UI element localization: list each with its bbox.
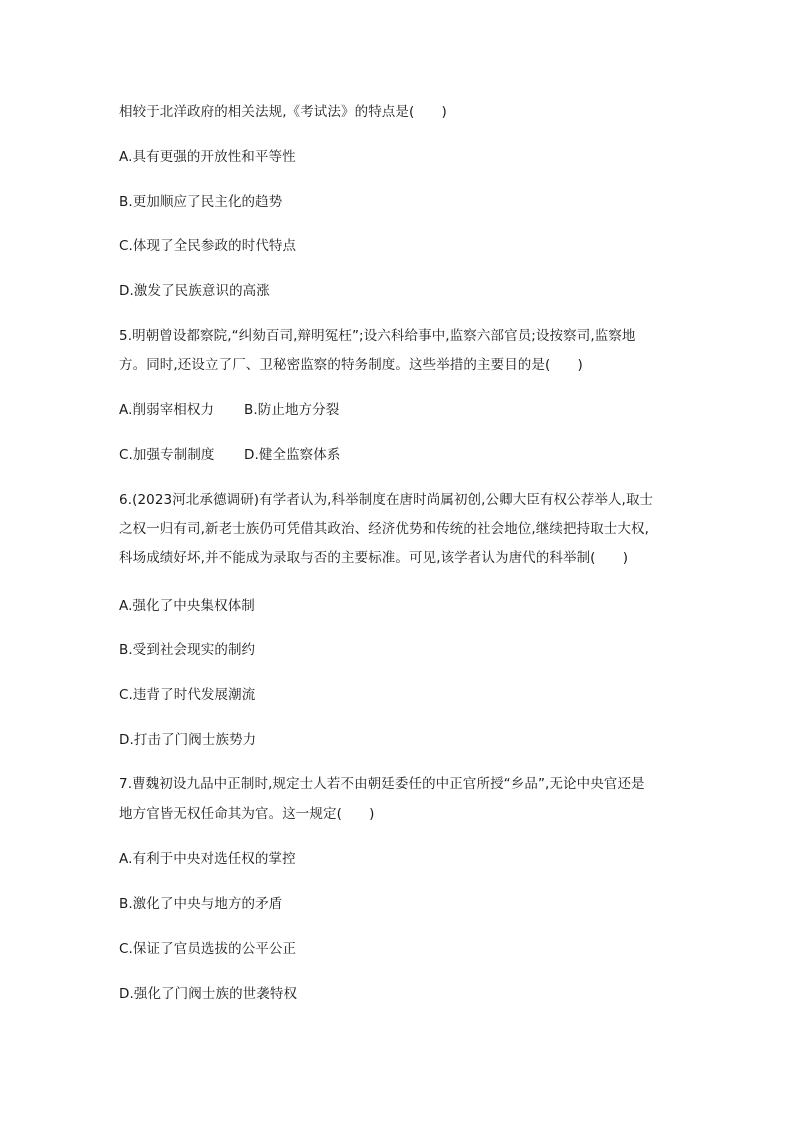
q6-stem-line-2: 之权一归有司,新老士族仍可凭借其政治、经济优势和传统的社会地位,继续把持取士大权, [119, 521, 649, 537]
q5-options-row-2 [119, 445, 699, 465]
q6-stem-line-1: 6.(2023河北承德调研)有学者认为,科举制度在唐时尚属初创,公卿大臣有权公荐举人,取士 [119, 492, 654, 508]
q5-option-c: C.加强专制制度 [119, 447, 215, 463]
q6-option-a: A.强化了中央集权体制 [119, 598, 255, 614]
q4-option-b: B.更加顺应了民主化的趋势 [119, 194, 283, 210]
q5-stem-line-2: 方。同时,还设立了厂、卫秘密监察的特务制度。这些举措的主要目的是( ) [119, 357, 583, 373]
q5-option-d: D.健全监察体系 [244, 447, 341, 463]
q7-option-c: C.保证了官员选拔的公平公正 [119, 941, 297, 957]
q5-option-b: B.防止地方分裂 [244, 402, 340, 418]
q4-option-c: C.体现了全民参政的时代特点 [119, 238, 297, 254]
q6-option-b: B.受到社会现实的制约 [119, 642, 256, 658]
q6-stem-line-3: 科场成绩好坏,并不能成为录取与否的主要标准。可见,该学者认为唐代的科举制( ) [119, 550, 629, 566]
q7-option-b: B.激化了中央与地方的矛盾 [119, 896, 283, 912]
q7-stem-line-2: 地方官皆无权任命其为官。这一规定( ) [119, 806, 375, 822]
q4-stem: 相较于北洋政府的相关法规,《考试法》的特点是( ) [119, 104, 447, 120]
q7-option-a: A.有利于中央对选任权的掌控 [119, 851, 296, 867]
q4-option-a: A.具有更强的开放性和平等性 [119, 149, 296, 165]
q5-options-row-1 [119, 400, 699, 420]
q5-option-a: A.削弱宰相权力 [119, 402, 215, 418]
q7-option-d: D.强化了门阀士族的世袭特权 [119, 986, 298, 1002]
q4-option-d: D.激发了民族意识的高涨 [119, 283, 270, 299]
q7-stem-line-1: 7.曹魏初设九品中正制时,规定士人若不由朝廷委任的中正官所授“乡品”,无论中央官还是 [119, 776, 645, 792]
q6-option-c: C.违背了时代发展潮流 [119, 687, 256, 703]
q6-option-d: D.打击了门阀士族势力 [119, 732, 257, 748]
q5-stem-line-1: 5.明朝曾设都察院,“纠劾百司,辩明冤枉”;设六科给事中,监察六部官员;设按察司,监察地 [119, 328, 636, 344]
